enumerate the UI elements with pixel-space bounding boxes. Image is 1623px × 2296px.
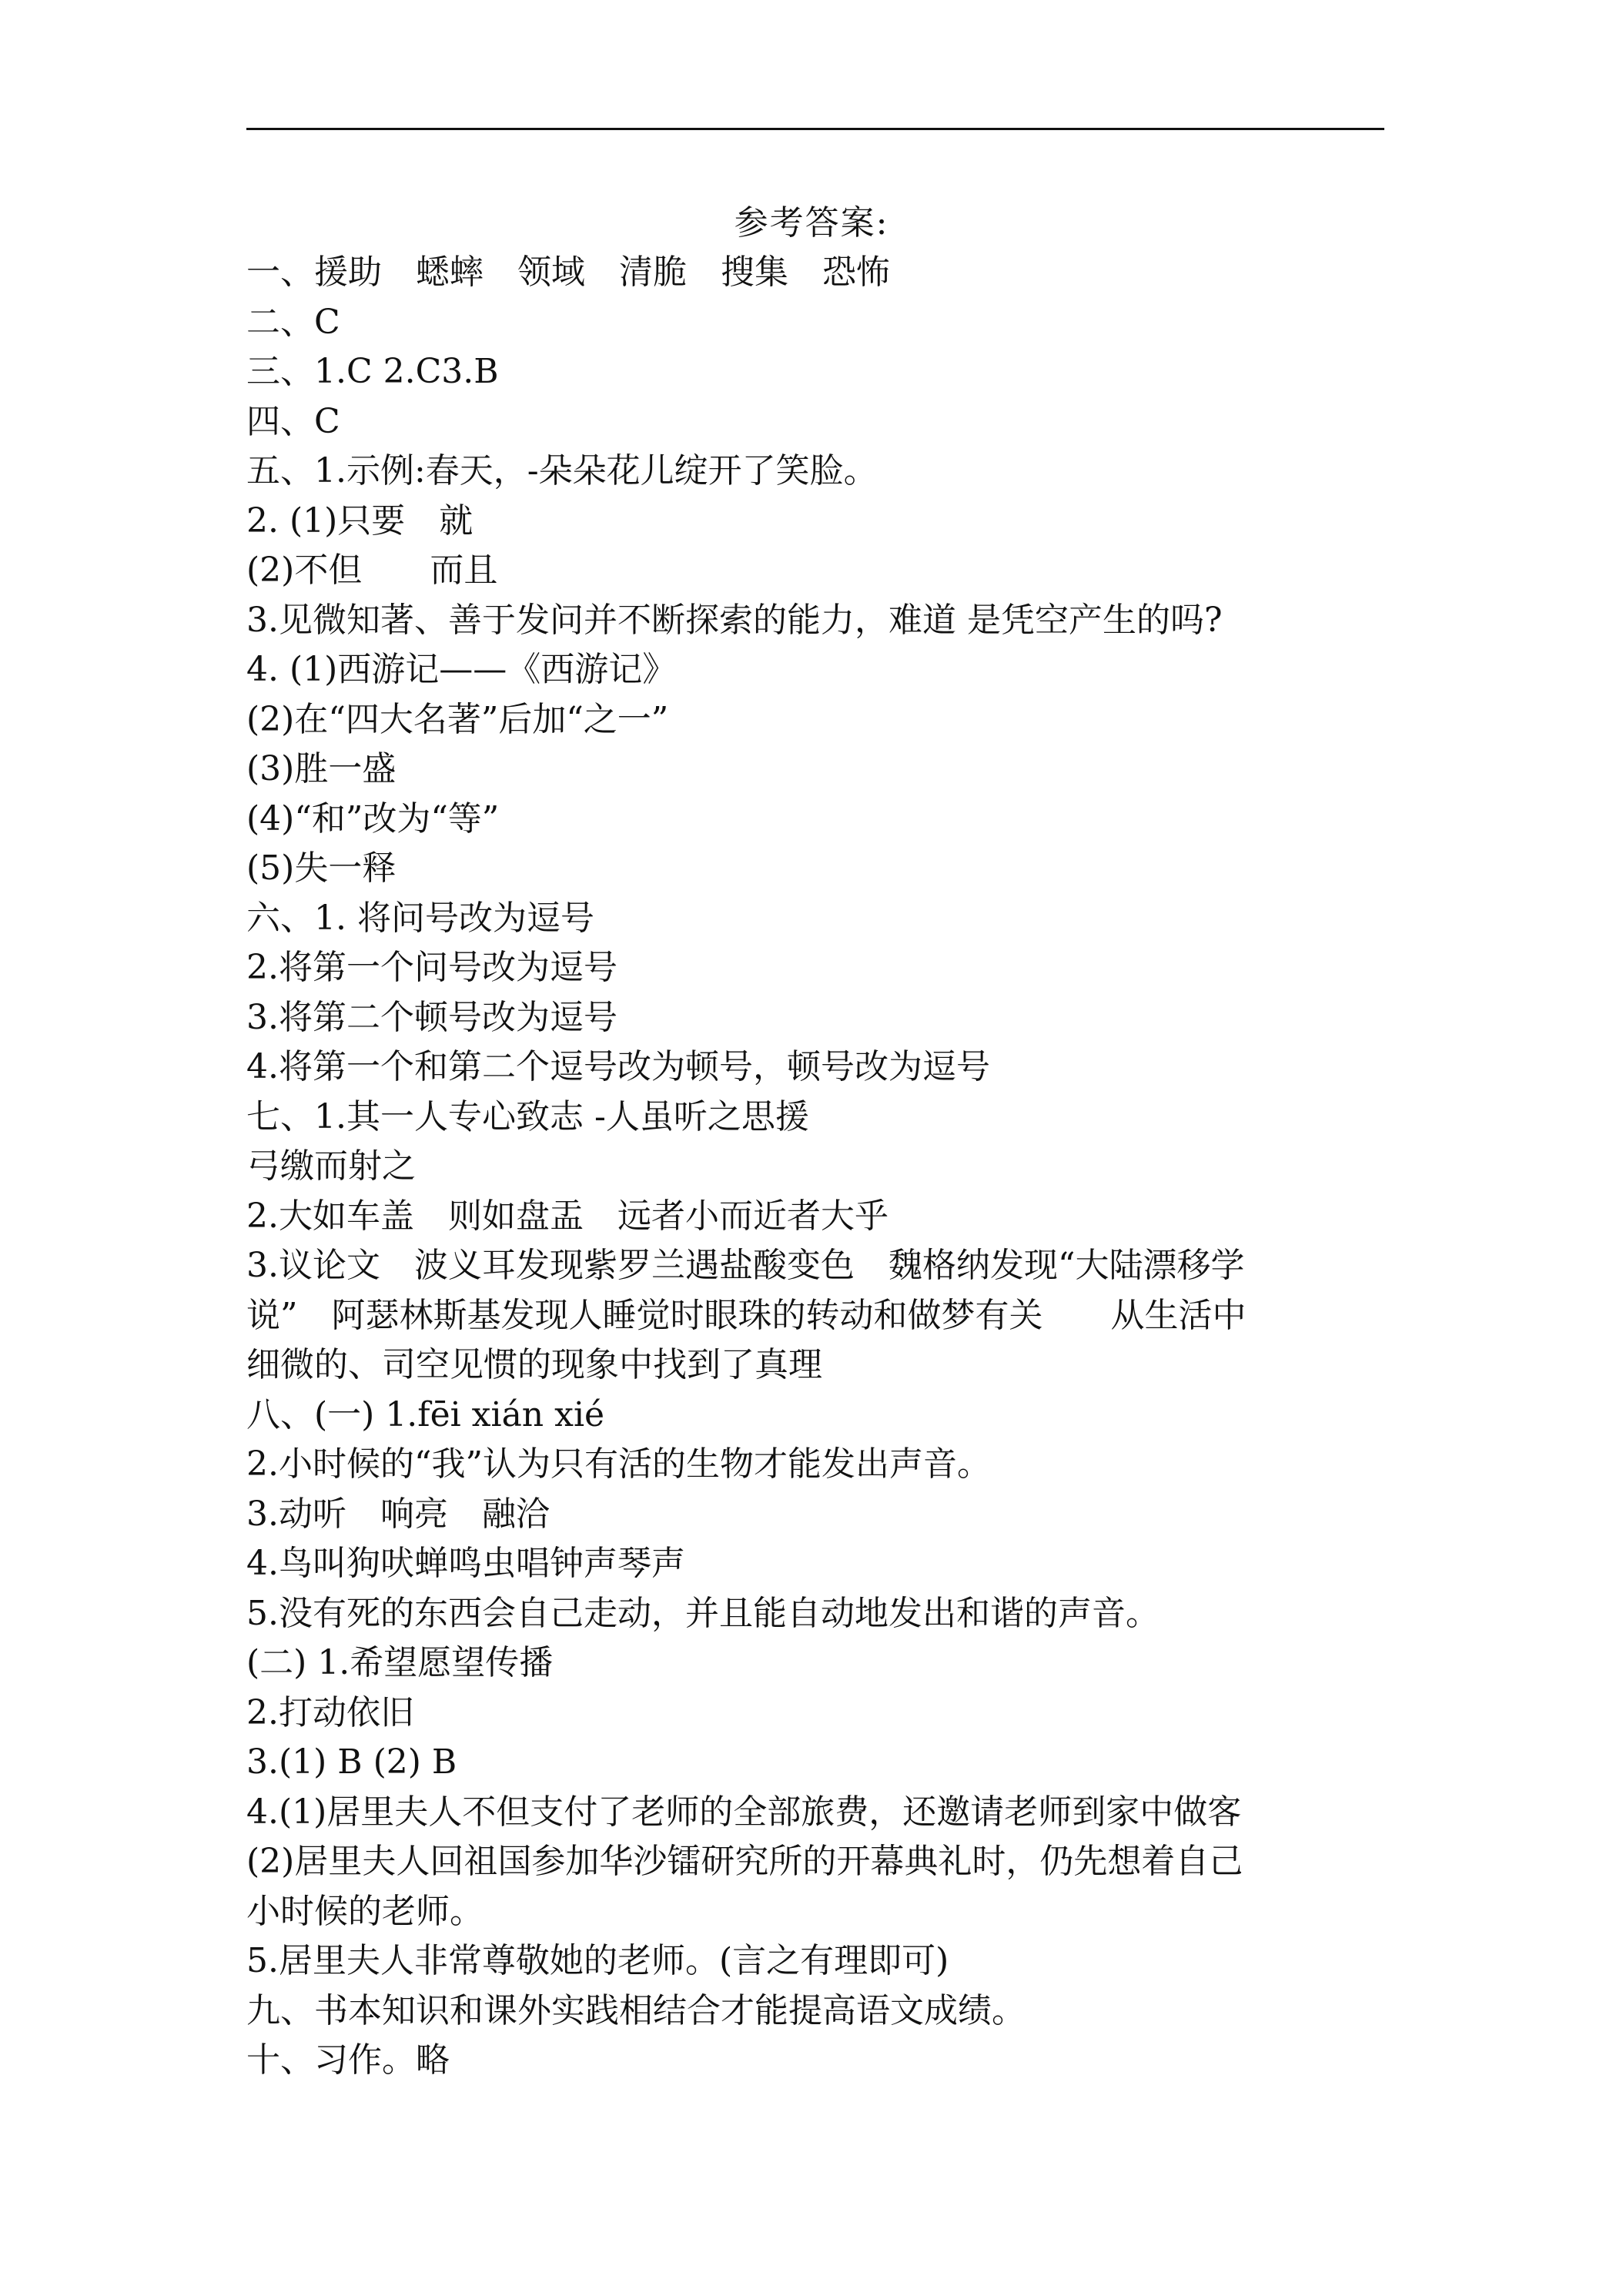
- answer-line: (5)失一释: [246, 848, 397, 888]
- answer-line: 2. (1)只要 就: [246, 500, 474, 541]
- answer-line: 弓缴而射之: [246, 1146, 416, 1186]
- answer-line: 二、C: [246, 302, 340, 342]
- answer-line: (2)居里夫人回祖国参加华沙镭研究所的开幕典礼时，仍先想着自己: [246, 1842, 1243, 1881]
- header-rule: [246, 128, 1384, 130]
- answer-line: 5.居里夫人非常尊敬她的老师。(言之有理即可): [246, 1941, 949, 1980]
- answer-line: 九、书本知识和课外实践相结合才能提高语文成绩。: [246, 1990, 1026, 2030]
- answer-line: 五、1.示例:春天，-朵朵花儿绽开了笑脸。: [246, 451, 878, 490]
- answer-line: 3.将第二个顿号改为逗号: [246, 997, 617, 1037]
- page-title: 参考答案:: [734, 203, 889, 243]
- answer-line: 5.没有死的东西会自己走动，并且能自动地发出和谐的声音。: [246, 1593, 1160, 1633]
- answer-line: 3.动听 响亮 融洽: [246, 1494, 550, 1534]
- answer-line: 六、1. 将问号改为逗号: [246, 898, 594, 938]
- answer-line: 说” 阿瑟林斯基发现人睡觉时眼珠的转动和做梦有关 从生活中: [246, 1295, 1247, 1335]
- answer-line: 细微的、司空见惯的现象中找到了真理: [246, 1345, 822, 1384]
- answer-line: 4.(1)居里夫人不但支付了老师的全部旅费，还邀请老师到家中做客: [246, 1792, 1242, 1832]
- answer-line: (二) 1.希望愿望传播: [246, 1643, 554, 1682]
- answer-line: (2)不但 而且: [246, 551, 498, 590]
- answer-line: 七、1.其一人专心致志 -人虽听之思援: [246, 1096, 809, 1136]
- answer-line: 四、C: [246, 401, 340, 441]
- answer-line: 小时候的老师。: [246, 1891, 484, 1931]
- answer-line: 4. (1)西游记——《西游记》: [246, 650, 677, 689]
- answer-line: 十、习作。略: [246, 2040, 450, 2080]
- answer-line: 2.打动依旧: [246, 1692, 414, 1732]
- answer-line: 4.鸟叫狗吠蝉鸣虫唱钟声琴声: [246, 1544, 685, 1583]
- answer-line: (3)胜一盛: [246, 749, 397, 788]
- answer-line: 一、援助 蟋蟀 领域 清脆 搜集 恐怖: [246, 253, 890, 292]
- answer-line: (2)在“四大名著”后加“之一”: [246, 699, 669, 739]
- answer-line: (4)“和”改为“等”: [246, 798, 500, 838]
- answer-line: 3.议论文 波义耳发现紫罗兰遇盐酸变色 魏格纳发现“大陆漂移学: [246, 1246, 1245, 1285]
- answer-line: 2.大如车盖 则如盘盂 远者小而近者大乎: [246, 1196, 888, 1236]
- answer-line: 八、(一) 1.fēi xián xié: [246, 1394, 605, 1434]
- answer-line: 三、1.C 2.C3.B: [246, 352, 499, 391]
- answer-line: 2.小时候的“我”认为只有活的生物才能发出声音。: [246, 1444, 991, 1484]
- answer-line: 3.见微知著、善于发问并不断探索的能力，难道 是凭空产生的吗?: [246, 600, 1223, 640]
- answer-line: 2.将第一个问号改为逗号: [246, 948, 617, 987]
- answer-list: [246, 248, 1394, 2086]
- answer-line: 3.(1) B (2) B: [246, 1742, 457, 1782]
- answer-line: 4.将第一个和第二个逗号改为顿号，顿号改为逗号: [246, 1047, 990, 1086]
